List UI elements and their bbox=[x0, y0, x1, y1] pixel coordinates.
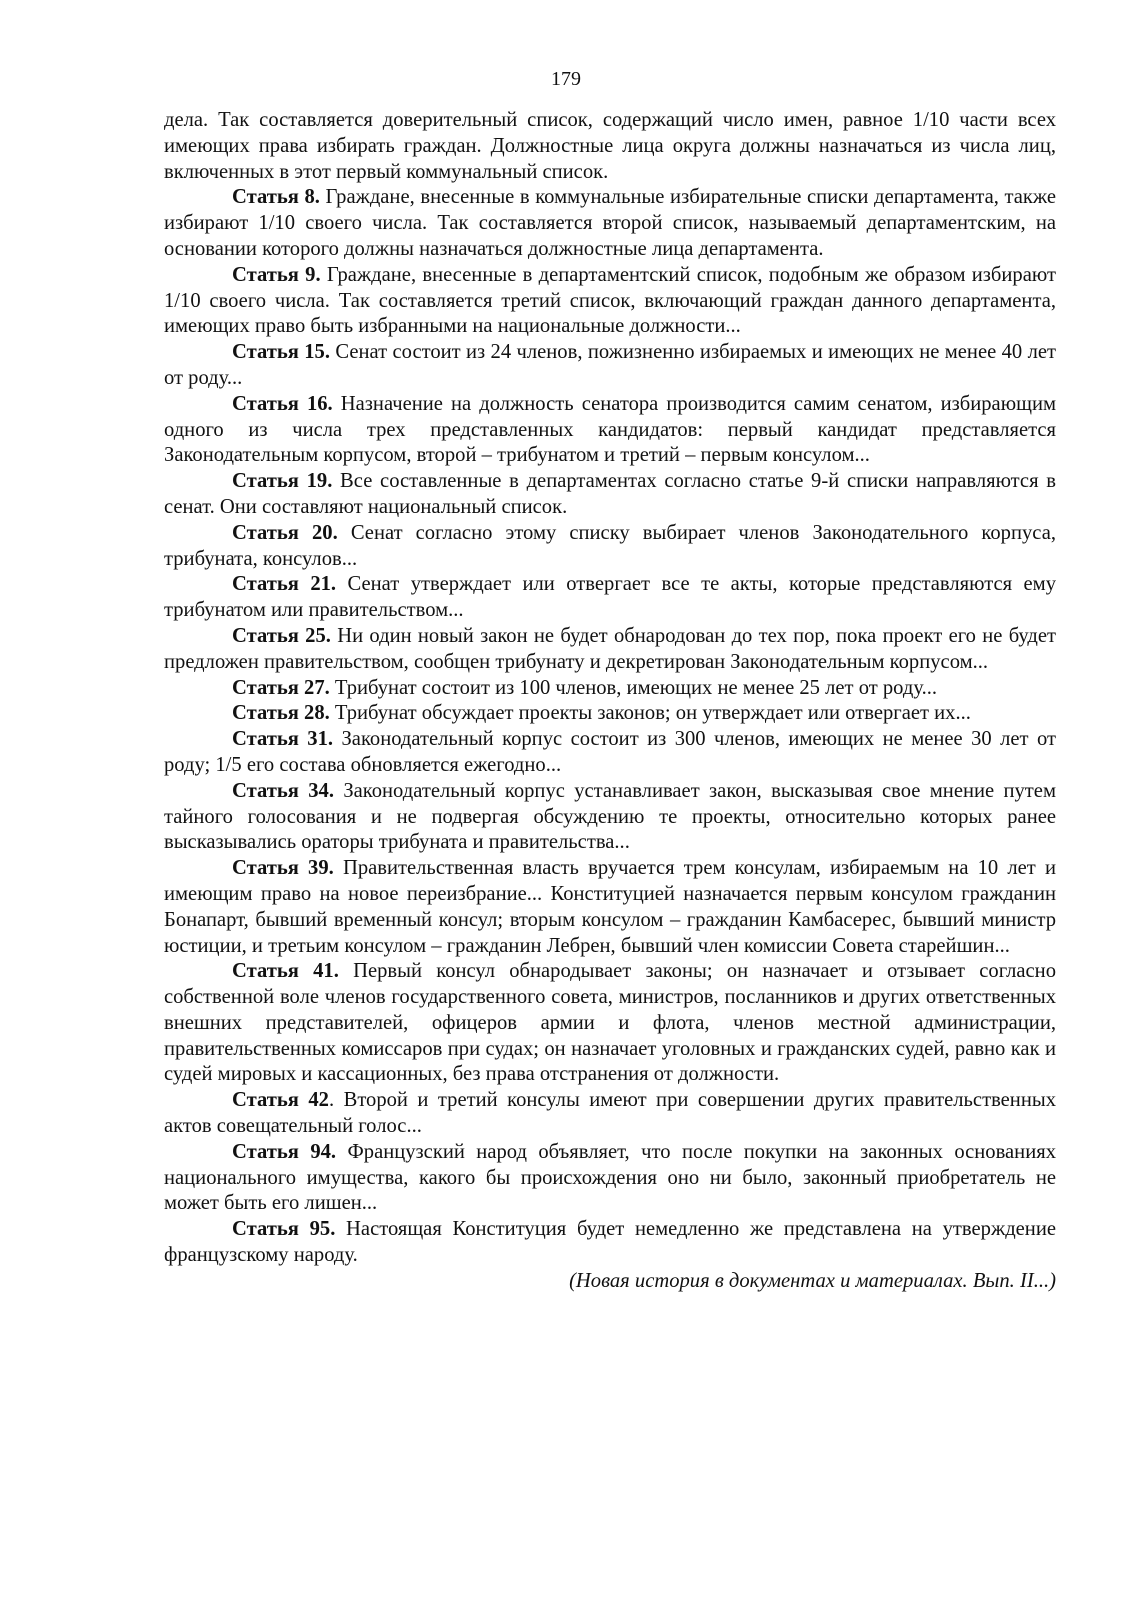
article-text: Сенат согласно этому списку выбирает членов Законодательного корпуса, трибуната, консулов... bbox=[164, 521, 1056, 570]
article-label: Статья 19. bbox=[232, 470, 333, 493]
article-label: Статья 16. bbox=[232, 392, 333, 415]
article-text: Настоящая Конституция будет немедленно же представлена на утверждение французскому народу. bbox=[164, 1218, 1056, 1267]
article-text: Сенат утверждает или отвергает все те акты, которые представляются ему трибунатом или правительством... bbox=[164, 573, 1056, 622]
article-paragraph bbox=[164, 469, 1056, 521]
article-label: Статья 42 bbox=[232, 1089, 329, 1112]
article-label: Статья 20. bbox=[232, 521, 338, 544]
article-text: Первый консул обнародывает законы; он назначает и отзывает согласно собственной воле членов государственного совета, министров, посланников и других ответственных внешних представителей, офицеров армии и флота, членов местной администрации, правительственных комиссаров при судах; он назначает уголовных и гражданских судей, равно как и судей мировых и кассационных, без права отстранения от должности. bbox=[164, 960, 1056, 1086]
article-text: . Второй и третий консулы имеют при совершении других правительственных актов совещательный голос... bbox=[164, 1089, 1056, 1138]
article-label: Статья 41. bbox=[232, 960, 339, 983]
article-paragraph bbox=[164, 572, 1056, 624]
article-text: Французский народ объявляет, что после покупки на законных основаниях национального имущества, какого бы происхождения оно ни было, законный приобретатель не может быть его лишен... bbox=[164, 1140, 1056, 1215]
article-paragraph bbox=[164, 340, 1056, 392]
article-label: Статья 34. bbox=[232, 779, 334, 802]
intro-paragraph: дела. Так составляется доверительный список, содержащий число имен, равное 1/10 части всех имеющих права избирать граждан. Должностные лица округа должны назначаться из числа лиц, включенных в этот первый коммунальный список. bbox=[164, 109, 1056, 183]
article-paragraph bbox=[164, 624, 1056, 676]
article-label: Статья 8. bbox=[232, 186, 320, 209]
article-label: Статья 15. bbox=[232, 341, 330, 364]
article-label: Статья 25. bbox=[232, 624, 331, 647]
source-citation: (Новая история в документах и материалах. Вып. II...) bbox=[569, 1269, 1056, 1292]
article-label: Статья 39. bbox=[232, 857, 334, 880]
article-text: Сенат состоит из 24 членов, пожизненно избираемых и имеющих не менее 40 лет от роду... bbox=[164, 341, 1056, 389]
article-text: Назначение на должность сенатора производится самим сенатом, избирающим одного из числа трех представленных кандидатов: первый кандидат представляется Законодательным корпусом, второй – трибунатом и третий – первым консулом... bbox=[164, 392, 1056, 467]
article-paragraph bbox=[164, 676, 1056, 702]
article-text: Граждане, внесенные в коммунальные избирательные списки департамента, также избирают 1/10 своего числа. Так составляется второй список, называемый департаментским, на основании которого должны назначаться должностные лица департамента. bbox=[164, 186, 1056, 260]
article-text: Законодательный корпус состоит из 300 членов, имеющих не менее 30 лет от роду; 1/5 его состава обновляется ежегодно... bbox=[164, 728, 1056, 776]
article-label: Статья 9. bbox=[232, 263, 321, 286]
article-label: Статья 21. bbox=[232, 573, 337, 596]
article-paragraph bbox=[164, 1217, 1056, 1269]
article-label: Статья 95. bbox=[232, 1218, 336, 1241]
document-body bbox=[164, 108, 1056, 1295]
article-label: Статья 27. bbox=[232, 676, 330, 699]
article-paragraph bbox=[164, 701, 1056, 727]
article-paragraph bbox=[164, 856, 1056, 959]
page-number: 179 bbox=[551, 68, 581, 90]
article-label: Статья 31. bbox=[232, 728, 334, 751]
articles-list bbox=[164, 185, 1056, 1268]
article-label: Статья 28. bbox=[232, 702, 330, 725]
article-paragraph bbox=[164, 727, 1056, 779]
article-text: Трибунат состоит из 100 членов, имеющих не менее 25 лет от роду... bbox=[329, 676, 938, 699]
article-paragraph bbox=[164, 1088, 1056, 1140]
article-paragraph bbox=[164, 185, 1056, 262]
article-text: Законодательный корпус устанавливает закон, высказывая свое мнение путем тайного голосования и не подвергая обсуждению те проекты, относительно которых ранее высказывались ораторы трибуната и правительства... bbox=[164, 779, 1056, 854]
article-text: Граждане, внесенные в департаментский список, подобным же образом избирают 1/10 своего числа. Так составляется третий список, включающий граждан данного департамента, имеющих право быть избранными на национальные должности... bbox=[164, 263, 1056, 338]
article-label: Статья 94. bbox=[232, 1140, 337, 1163]
article-paragraph bbox=[164, 392, 1056, 469]
article-paragraph bbox=[164, 521, 1056, 573]
article-text: Все составленные в департаментах согласно статье 9-й списки направляются в сенат. Они составляют национальный список. bbox=[164, 470, 1056, 518]
article-text: Правительственная власть вручается трем консулам, избираемым на 10 лет и имеющим право на новое переизбрание... Конституцией назначается первым консулом гражданин Бонапарт, бывший временный консул; вторым консулом – гражданин Камбасерес, бывший министр юстиции, и третьим консулом – гражданин Лебрен, бывший член комиссии Совета старейшин... bbox=[164, 857, 1056, 957]
article-text: Ни один новый закон не будет обнародован до тех пор, пока проект его не будет предложен правительством, сообщен трибунату и декретирован Законодательным корпусом... bbox=[164, 624, 1057, 673]
article-paragraph bbox=[164, 1140, 1056, 1217]
article-paragraph bbox=[164, 263, 1056, 340]
article-paragraph bbox=[164, 959, 1056, 1088]
article-paragraph bbox=[164, 779, 1056, 856]
article-text: Трибунат обсуждает проекты законов; он утверждает или отвергает их... bbox=[329, 702, 971, 725]
